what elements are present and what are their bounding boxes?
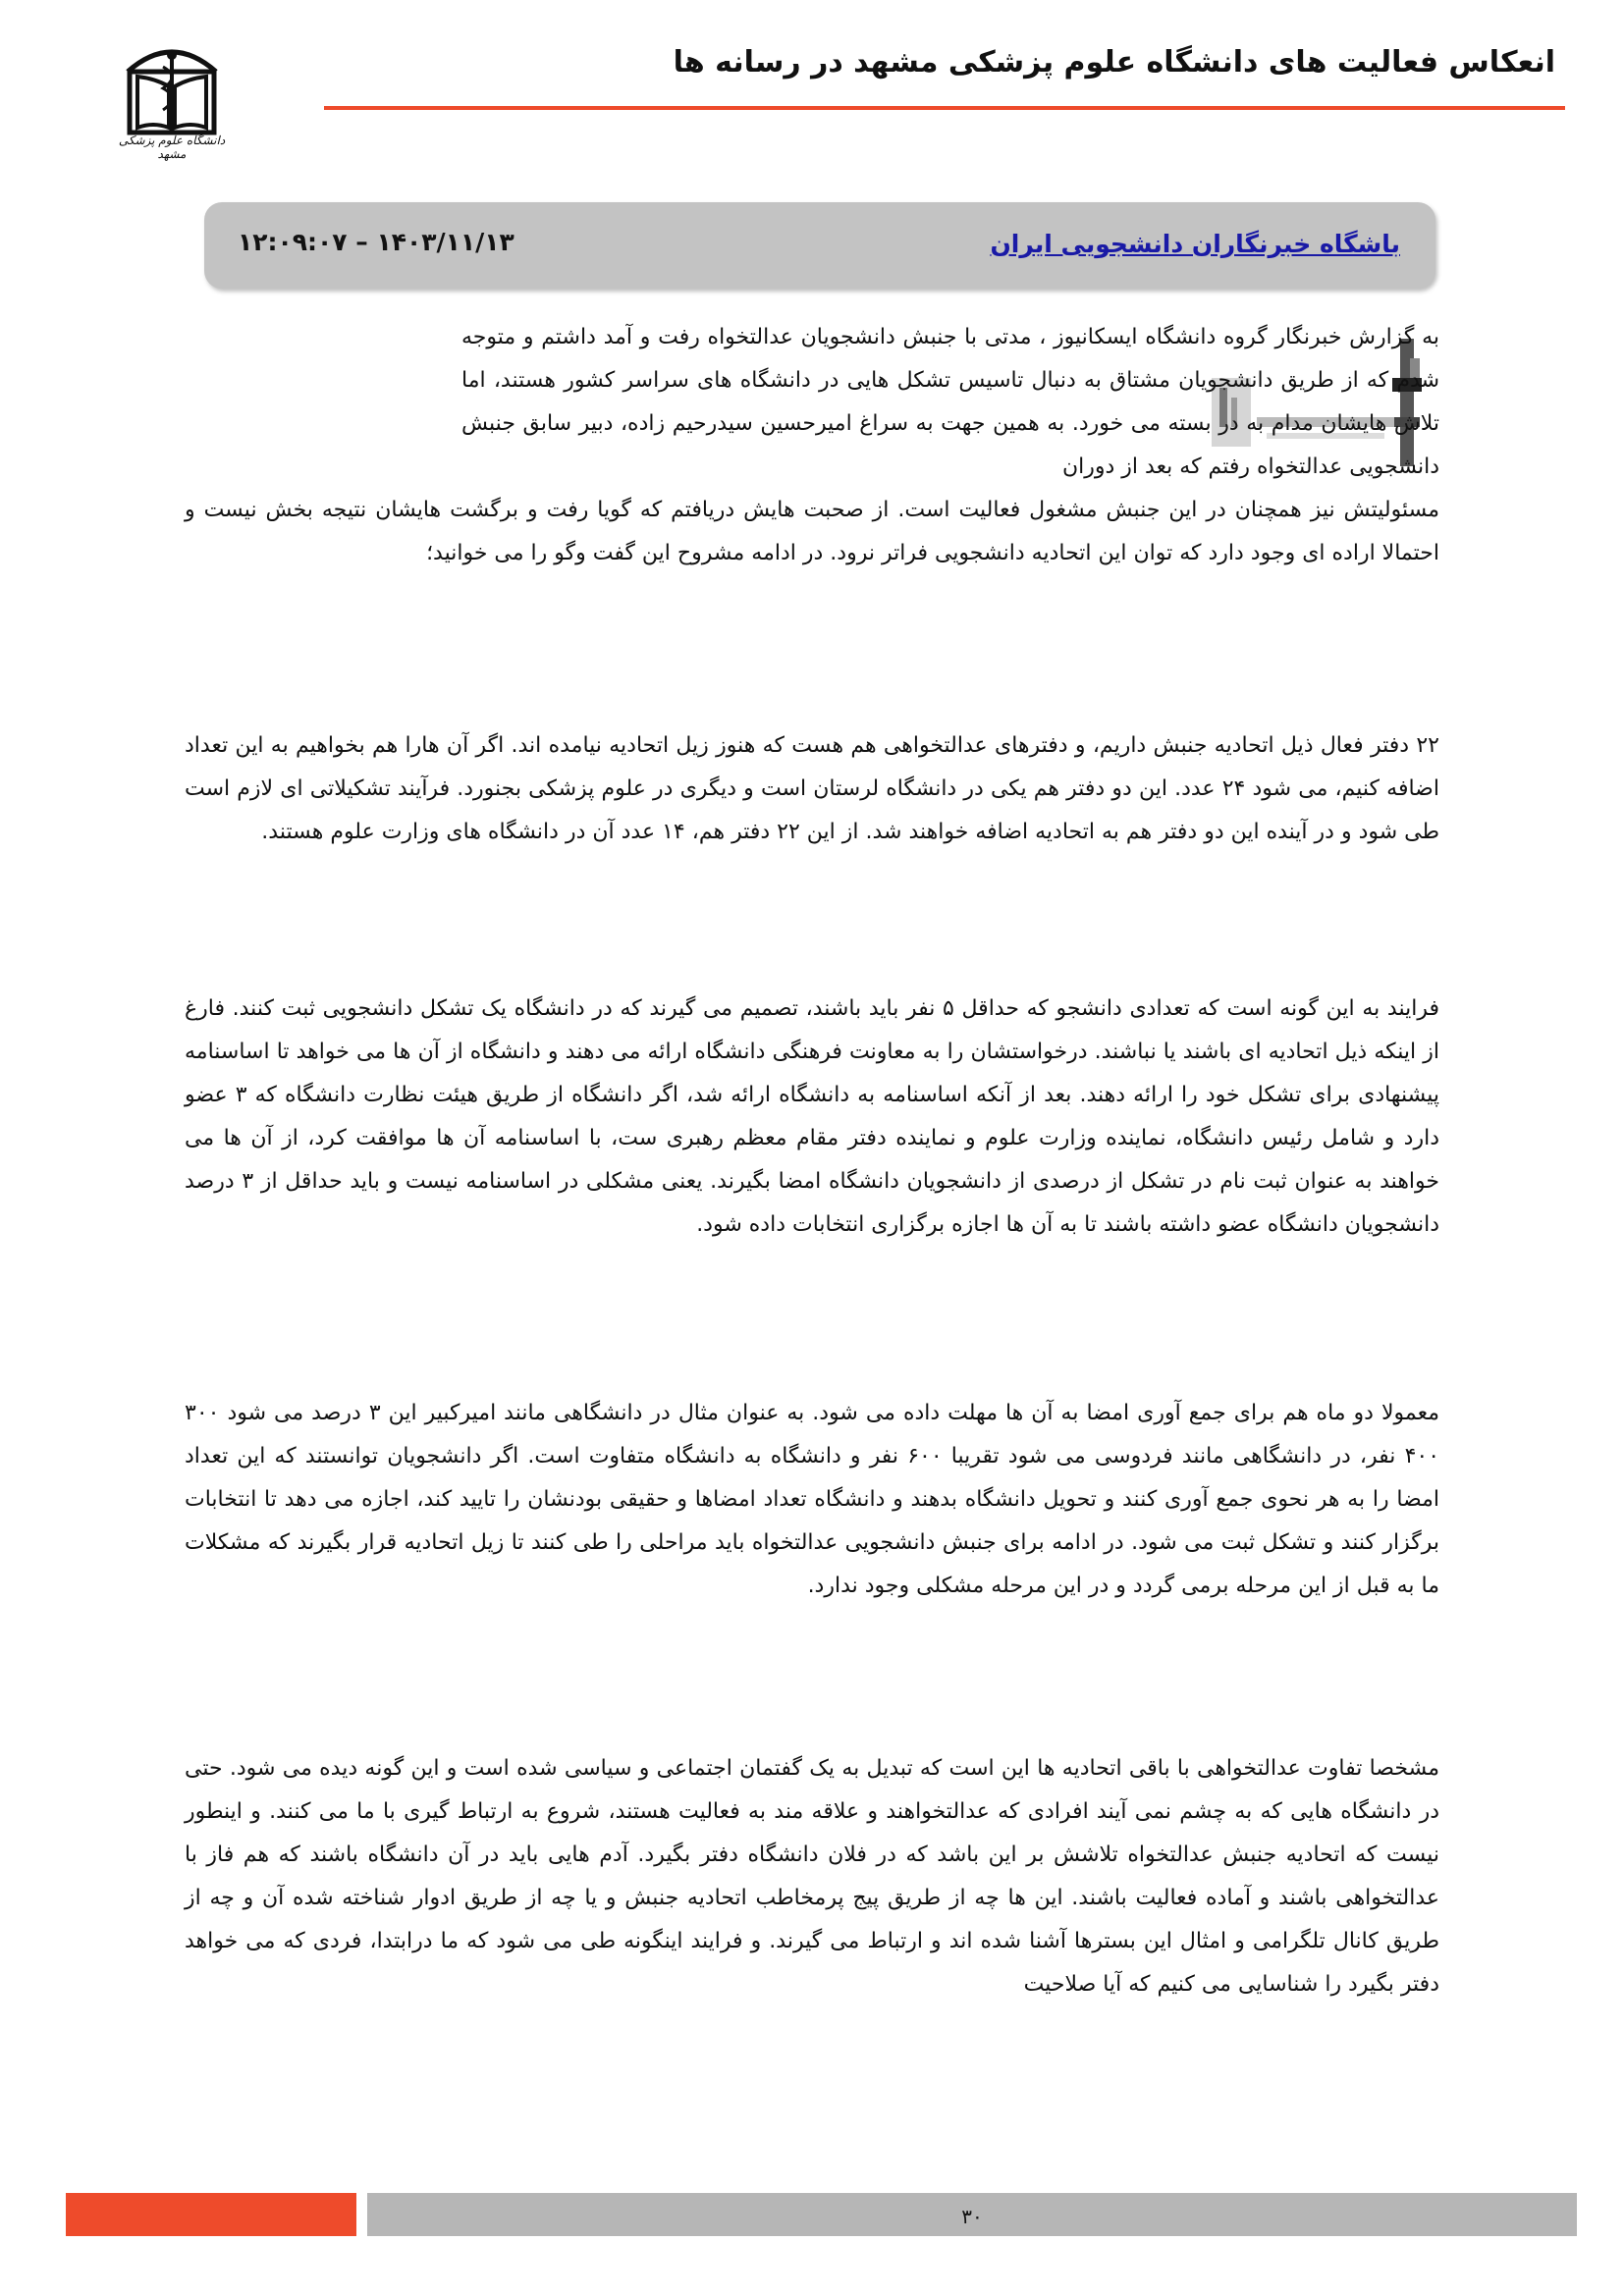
- page-title: انعکاس فعالیت های دانشگاه علوم پزشکی مشهد در رسانه ها: [673, 45, 1555, 80]
- page-number: ۳۰: [961, 2205, 983, 2228]
- logo-caption: دانشگاه علوم پزشکی مشهد: [118, 133, 226, 161]
- article-intro-continued: مسئولیتش نیز همچنان در این جنبش مشغول فعالیت است. از صحبت هایش دریافتم که گویا رفت و برگشت هایشان نتیجه بخش نیست و احتمالا اراده ای وجود دارد که توان این اتحادیه دانشجویی فراتر نرود. در ادامه مشروح این گفت وگو را می خوانید؛: [185, 498, 1439, 565]
- footer-accent-bar: [66, 2193, 356, 2236]
- article-intro: به گزارش خبرنگار گروه دانشگاه ایسکانیوز ، مدتی با جنبش دانشجویان عدالتخواه رفت و آمد داشتم و متوجه شدم که از طریق دانشجویان مشتاق به دنبال تاسیس تشکل هایی در دانشگاه های سراسر کشور هستند، اما تلاش هایشان مدام به در بسته می خورد. به همین جهت به سراغ امیرحسین سیدرحیم زاده، دبیر سابق جنبش دانشجویی عدالتخواه رفتم که بعد از دوران: [461, 325, 1439, 479]
- article-paragraph-4: مشخصا تفاوت عدالتخواهی با باقی اتحادیه ها این است که تبدیل به یک گفتمان اجتماعی و سیاسی شده است و این گونه دیده می شود. حتی در دانشگاه هایی که به چشم نمی آیند افرادی که عدالتخواهند و علاقه مند به فعالیت هستند، شروع به ارتباط گیری با ما می کنند. و اینطور نیست که اتحادیه جنبش عدالتخواه تلاشش بر این باشد که در فلان دانشگاه دفتر بگیرد. آدم هایی باید در آن دانشگاه باشند که هم فاز با عدالتخواهی باشند و آماده فعالیت باشند. این ها چه از طریق پیج پرمخاطب اتحادیه جنبش و یا چه از طریق ادوار شناخته شده آن و چه از طریق کانال تلگرامی و امثال این بسترها آشنا شده اند و ارتباط می گیرند. و فرایند اینگونه طی می شود که ما درابتدا، فردی که می خواهد دفتر بگیرد را شناسایی می کنیم که آیا صلاحیت: [185, 1756, 1439, 1997]
- news-datetime: ۱۴۰۳/۱۱/۱۳ – ۱۲:۰۹:۰۷: [238, 228, 514, 256]
- news-source-link[interactable]: باشگاه خبرنگاران دانشجویی ایران: [990, 230, 1400, 258]
- footer-bar: [367, 2193, 1577, 2236]
- article-paragraph-1: ۲۲ دفتر فعال ذیل اتحادیه جنبش داریم، و دفترهای عدالتخواهی هم هست که هنوز زیل اتحادیه نیامده اند. اگر آن هارا هم بخواهیم به این تعداد اضافه کنیم، می شود ۲۴ عدد. این دو دفتر هم یکی در دانشگاه لرستان است و دیگری در علوم پزشکی بجنورد. فرآیند تشکیلاتی ای لازم است طی شود و در آینده این دو دفتر هم به اتحادیه اضافه خواهند شد. از این ۲۲ دفتر هم، ۱۴ عدد آن در دانشگاه های وزارت علوم هستند.: [185, 733, 1439, 844]
- article-paragraph-2: فرایند به این گونه است که تعدادی دانشجو که حداقل ۵ نفر باید باشند، تصمیم می گیرند که در دانشگاه یک تشکل دانشجویی ثبت کنند. فارغ از اینکه ذیل اتحادیه ای باشند یا نباشند. درخواستشان را به معاونت فرهنگی دانشگاه ارائه می دهند و دانشگاه از آن ها می خواهد تا اساسنامه پیشنهادی برای تشکل خود را ارائه دهند. بعد از آنکه اساسنامه به دانشگاه ارائه شد، اگر دانشگاه از طریق هیئت نظارت دانشگاه که ۳ عضو دارد و شامل رئیس دانشگاه، نماینده وزارت علوم و نماینده دفتر مقام معظم رهبری ست، با اساسنامه آن ها موافقت کرد، از آن ها می خواهند به عنوان ثبت نام در تشکل از درصدی از دانشجویان دانشگاه امضا بگیرند. یعنی مشکلی در اساسنامه نیست و باید حداقل از ۳ درصد دانشجویان دانشگاه عضو داشته باشند تا به آن ها اجازه برگزاری انتخابات داده شود.: [185, 996, 1439, 1237]
- header-divider: [324, 106, 1565, 110]
- article-paragraph-3: معمولا دو ماه هم برای جمع آوری امضا به آن ها مهلت داده می شود. به عنوان مثال در دانشگاهی مانند امیرکبیر این ۳ درصد می شود ۳۰۰ ۴۰۰ نفر، در دانشگاهی مانند فردوسی می شود تقریبا ۶۰۰ نفر و دانشگاه به دانشگاه متفاوت است. اگر دانشجویان توانستند که این تعداد امضا را به هر نحوی جمع آوری کنند و تحویل دانشگاه بدهند و دانشگاه تعداد امضاها و حقیقی بودنشان را تایید کند، اجازه می دهد تا انتخابات برگزار کنند و تشکل ثبت می شود. در ادامه برای جنبش دانشجویی عدالتخواه باید مراحلی را طی کنند تا زیل اتحادیه قرار بگیرند که مشکلات ما به قبل از این مرحله برمی گردد و در این مرحله مشکلی وجود ندارد.: [185, 1401, 1440, 1598]
- news-source-bar: [204, 202, 1435, 289]
